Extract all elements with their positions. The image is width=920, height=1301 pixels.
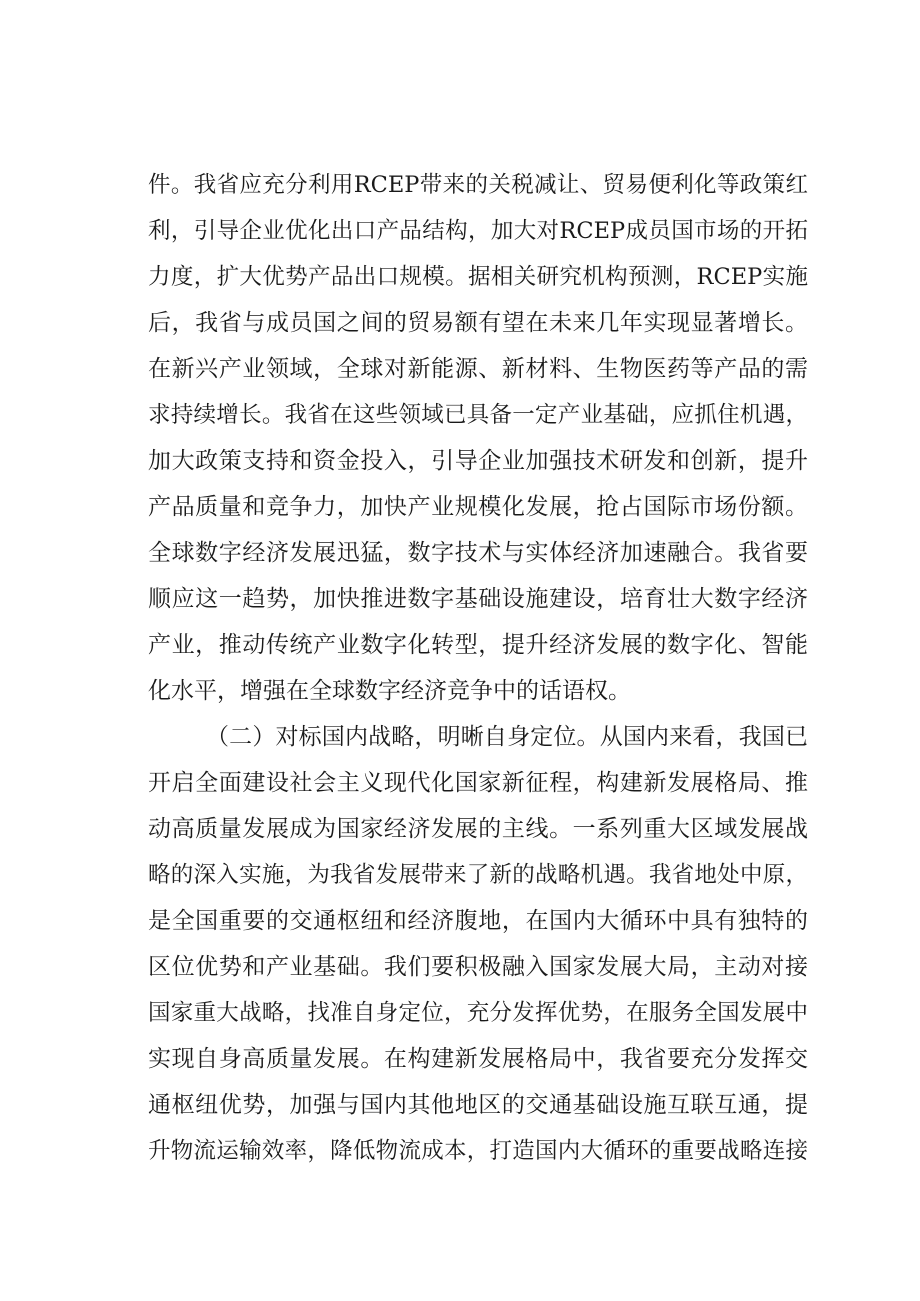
text-line: 件。我省应充分利用RCEP带来的关税减让、贸易便利化等政策红 — [148, 172, 808, 198]
text-line: 区位优势和产业基础。我们要积极融入国家发展大局，主动对接 — [148, 954, 808, 980]
text-line: 在新兴产业领域，全球对新能源、新材料、生物医药等产品的需 — [148, 356, 808, 382]
text-line: 求持续增长。我省在这些领域已具备一定产业基础，应抓住机遇， — [148, 402, 808, 428]
text-line: 加大政策支持和资金投入，引导企业加强技术研发和创新，提升 — [148, 448, 808, 474]
text-line: 顺应这一趋势，加快推进数字基础设施建设，培育壮大数字经济 — [148, 586, 808, 612]
section-heading-line: （二）对标国内战略，明晰自身定位。从国内来看，我国已 — [206, 724, 808, 750]
text-line: 后，我省与成员国之间的贸易额有望在未来几年实现显著增长。 — [148, 310, 808, 336]
text-line: 全球数字经济发展迅猛，数字技术与实体经济加速融合。我省要 — [148, 540, 808, 566]
text-line: 通枢纽优势，加强与国内其他地区的交通基础设施互联互通，提 — [148, 1092, 808, 1118]
body-text — [148, 162, 808, 1174]
text-line: 利，引导企业优化出口产品结构，加大对RCEP成员国市场的开拓 — [148, 218, 808, 244]
text-line: 国家重大战略，找准自身定位，充分发挥优势，在服务全国发展中 — [148, 1000, 808, 1026]
text-line: 开启全面建设社会主义现代化国家新征程，构建新发展格局、推 — [148, 770, 808, 796]
text-line: 略的深入实施，为我省发展带来了新的战略机遇。我省地处中原， — [148, 862, 808, 888]
text-line: 产业，推动传统产业数字化转型，提升经济发展的数字化、智能 — [148, 632, 808, 658]
text-line: 动高质量发展成为国家经济发展的主线。一系列重大区域发展战 — [148, 816, 808, 842]
text-line: 产品质量和竞争力，加快产业规模化发展，抢占国际市场份额。 — [148, 494, 808, 520]
text-line: 升物流运输效率，降低物流成本，打造国内大循环的重要战略连接 — [148, 1138, 808, 1164]
text-line: 实现自身高质量发展。在构建新发展格局中，我省要充分发挥交 — [148, 1046, 808, 1072]
paragraph-end-line: 化水平，增强在全球数字经济竞争中的话语权。 — [148, 678, 631, 704]
text-line: 力度，扩大优势产品出口规模。据相关研究机构预测，RCEP实施 — [148, 264, 808, 290]
text-line: 是全国重要的交通枢纽和经济腹地，在国内大循环中具有独特的 — [148, 908, 808, 934]
